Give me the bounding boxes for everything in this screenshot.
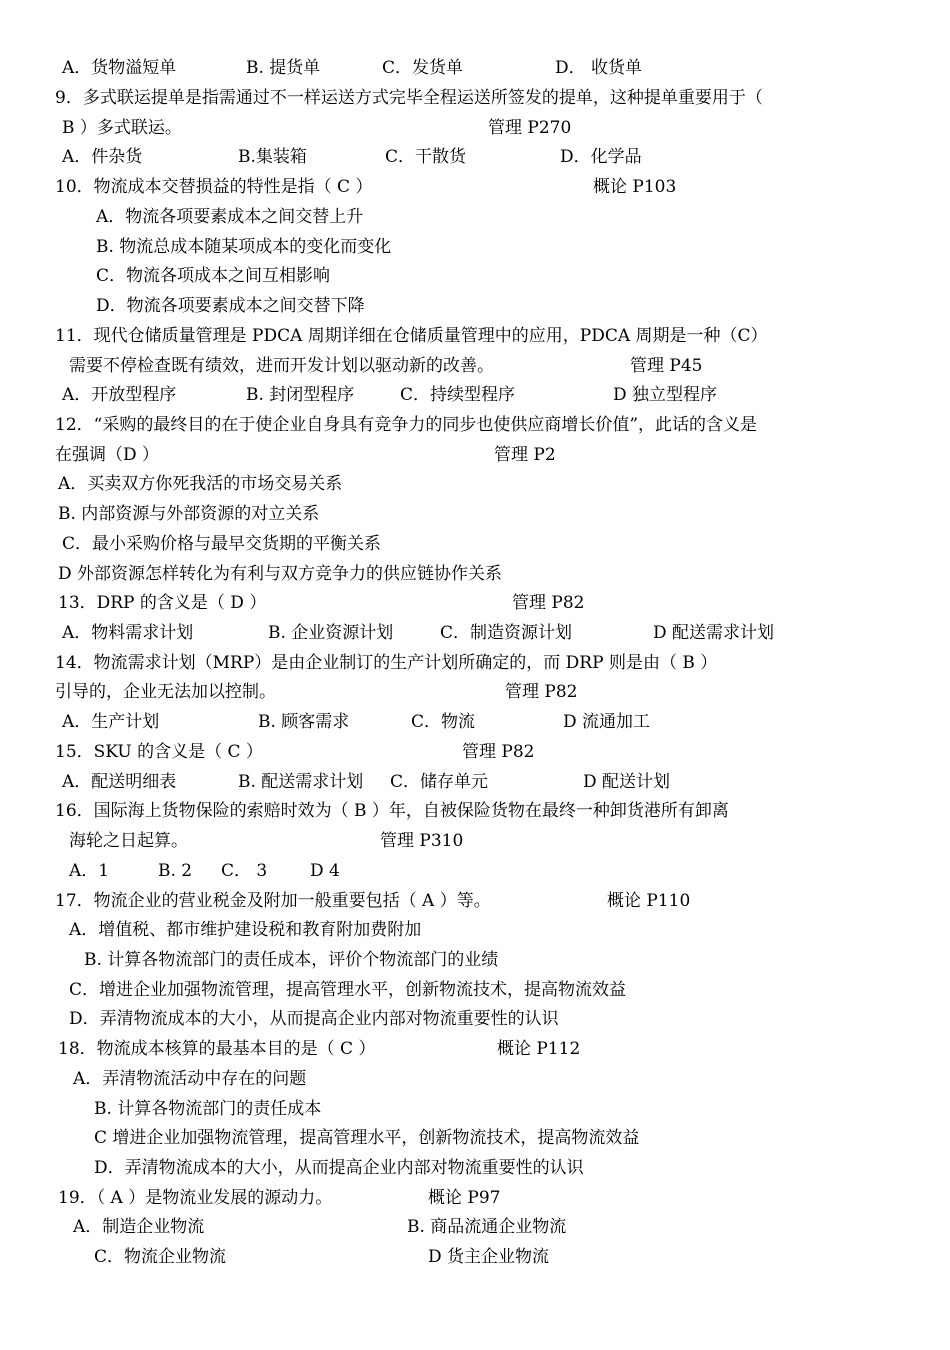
text-line [0,471,950,497]
text-segment: A．开放型程序 [62,385,177,405]
text-segment: 18．物流成本核算的最基本目的是（ C ） [58,1039,376,1059]
text-segment: D 4 [310,861,340,881]
text-line [0,115,950,141]
text-line [0,590,950,616]
text-line [0,977,950,1003]
text-segment: B. 配送需求计划 [238,772,364,792]
text-segment: 17．物流企业的营业税金及附加一般重要包括（ A ）等。 [55,891,491,911]
text-segment: 管理 P2 [494,445,556,465]
text-segment: C．物流企业物流 [94,1247,227,1267]
text-segment: C．持续型程序 [400,385,516,405]
text-segment: B. 计算各物流部门的责任成本，评价个物流部门的业绩 [84,950,499,970]
text-segment: C．最小采购价格与最早交货期的平衡关系 [62,534,382,554]
text-segment: D 配送需求计划 [653,623,775,643]
text-line [0,947,950,973]
text-segment: 15．SKU 的含义是（ C ） [55,742,263,762]
text-line [0,1214,950,1240]
text-segment: A．货物溢短单 [62,58,177,78]
text-line [0,888,950,914]
text-segment: D 独立型程序 [613,385,718,405]
text-segment: A．物料需求计划 [62,623,194,643]
text-line [0,501,950,527]
text-segment: 管理 P82 [505,682,578,702]
text-segment: 概论 P97 [428,1188,501,1208]
text-line [0,798,950,824]
text-segment: 16．国际海上货物保险的索赔时效为（ B ）年，自被保险货物在最终一种卸货港所有卸离 [55,801,729,821]
text-line [0,263,950,289]
text-segment: A．物流各项要素成本之间交替上升 [96,207,364,227]
text-line [0,144,950,170]
text-segment: 10．物流成本交替损益的特性是指（ C ） [55,177,373,197]
text-segment: A．1 [69,861,110,881]
text-segment: D 货主企业物流 [428,1247,550,1267]
text-segment: C．储存单元 [390,772,489,792]
text-line [0,679,950,705]
text-line [0,1066,950,1092]
text-segment: 管理 P270 [488,118,572,138]
text-segment: D． 收货单 [555,58,643,78]
text-line [0,85,950,111]
text-segment: 引导的，企业无法加以控制。 [55,682,276,702]
text-line [0,1006,950,1032]
text-segment: A．生产计划 [62,712,160,732]
text-line [0,917,950,943]
text-line [0,1185,950,1211]
text-segment: B. 物流总成本随某项成本的变化而变化 [96,237,392,257]
text-segment: C． 3 [221,861,268,881]
text-line [0,55,950,81]
text-segment: C．制造资源计划 [440,623,573,643]
text-segment: 需要不停检查既有绩效，进而开发计划以驱动新的改善。 [69,356,494,376]
text-line [0,382,950,408]
text-segment: D 配送计划 [583,772,671,792]
text-segment: 管理 P82 [462,742,535,762]
text-segment: 19．（ A ）是物流业发展的源动力。 [58,1188,333,1208]
text-segment: B. 计算各物流部门的责任成本 [94,1099,322,1119]
text-segment: 概论 P103 [593,177,677,197]
text-line [0,561,950,587]
text-segment: 14．物流需求计划（MRP）是由企业制订的生产计划所确定的，而 DRP 则是由（ B ） [55,653,718,673]
text-segment: 管理 P45 [630,356,703,376]
text-segment: A．配送明细表 [62,772,177,792]
text-segment: B.集装箱 [238,147,307,167]
text-segment: 管理 P82 [512,593,585,613]
text-line [0,442,950,468]
text-segment: 概论 P112 [497,1039,581,1059]
text-line [0,769,950,795]
text-segment: C 增进企业加强物流管理，提高管理水平，创新物流技术，提高物流效益 [94,1128,640,1148]
text-line [0,709,950,735]
text-segment: 概论 P110 [607,891,691,911]
text-segment: D 流通加工 [563,712,651,732]
text-segment: B. 顾客需求 [258,712,350,732]
text-line [0,739,950,765]
text-segment: 海轮之日起算。 [69,831,188,851]
text-segment: C．干散货 [385,147,467,167]
text-segment: 管理 P310 [380,831,464,851]
text-segment: C．物流各项成本之间互相影响 [96,266,331,286]
text-segment: D．化学品 [560,147,642,167]
text-segment: 9．多式联运提单是指需通过不一样运送方式完毕全程运送所签发的提单，这种提单重要用于（ [55,88,763,108]
text-segment: A．增值税、都市维护建设税和教育附加费附加 [69,920,422,940]
text-line [0,412,950,438]
text-line [0,1244,950,1270]
text-line [0,293,950,319]
text-segment: B. 2 [158,861,193,881]
text-line [0,531,950,557]
text-segment: D．弄清物流成本的大小，从而提高企业内部对物流重要性的认识 [69,1009,559,1029]
text-segment: C．增进企业加强物流管理，提高管理水平，创新物流技术，提高物流效益 [69,980,627,1000]
text-segment: 12．“采购的最终目的在于使企业自身具有竞争力的同步也使供应商增长价值”，此话的含义是 [55,415,758,435]
text-segment: A．弄清物流活动中存在的问题 [73,1069,307,1089]
text-line [0,620,950,646]
text-segment: B. 企业资源计划 [268,623,394,643]
text-segment: 在强调（D ） [55,445,160,465]
text-line [0,323,950,349]
text-line [0,650,950,676]
text-line [0,174,950,200]
text-line [0,1096,950,1122]
text-line [0,234,950,260]
text-segment: C．发货单 [382,58,464,78]
text-segment: 13．DRP 的含义是（ D ） [58,593,267,613]
text-line [0,1036,950,1062]
text-segment: D．物流各项要素成本之间交替下降 [96,296,365,316]
text-line [0,858,950,884]
text-segment: 11．现代仓储质量管理是 PDCA 周期详细在仓储质量管理中的应用，PDCA 周期是一种（C） [55,326,768,346]
text-segment: B. 内部资源与外部资源的对立关系 [58,504,320,524]
text-segment: C．物流 [411,712,476,732]
text-segment: D 外部资源怎样转化为有利与双方竞争力的供应链协作关系 [58,564,503,584]
text-segment: B. 提货单 [246,58,321,78]
text-line [0,204,950,230]
text-segment: A．件杂货 [62,147,143,167]
text-line [0,1125,950,1151]
text-segment: D．弄清物流成本的大小，从而提高企业内部对物流重要性的认识 [94,1158,584,1178]
text-line [0,353,950,379]
text-segment: B ）多式联运。 [62,118,182,138]
text-segment: B. 商品流通企业物流 [407,1217,567,1237]
text-line [0,1155,950,1181]
text-line [0,828,950,854]
text-segment: B. 封闭型程序 [246,385,355,405]
text-segment: A．制造企业物流 [73,1217,205,1237]
text-segment: A．买卖双方你死我活的市场交易关系 [58,474,343,494]
